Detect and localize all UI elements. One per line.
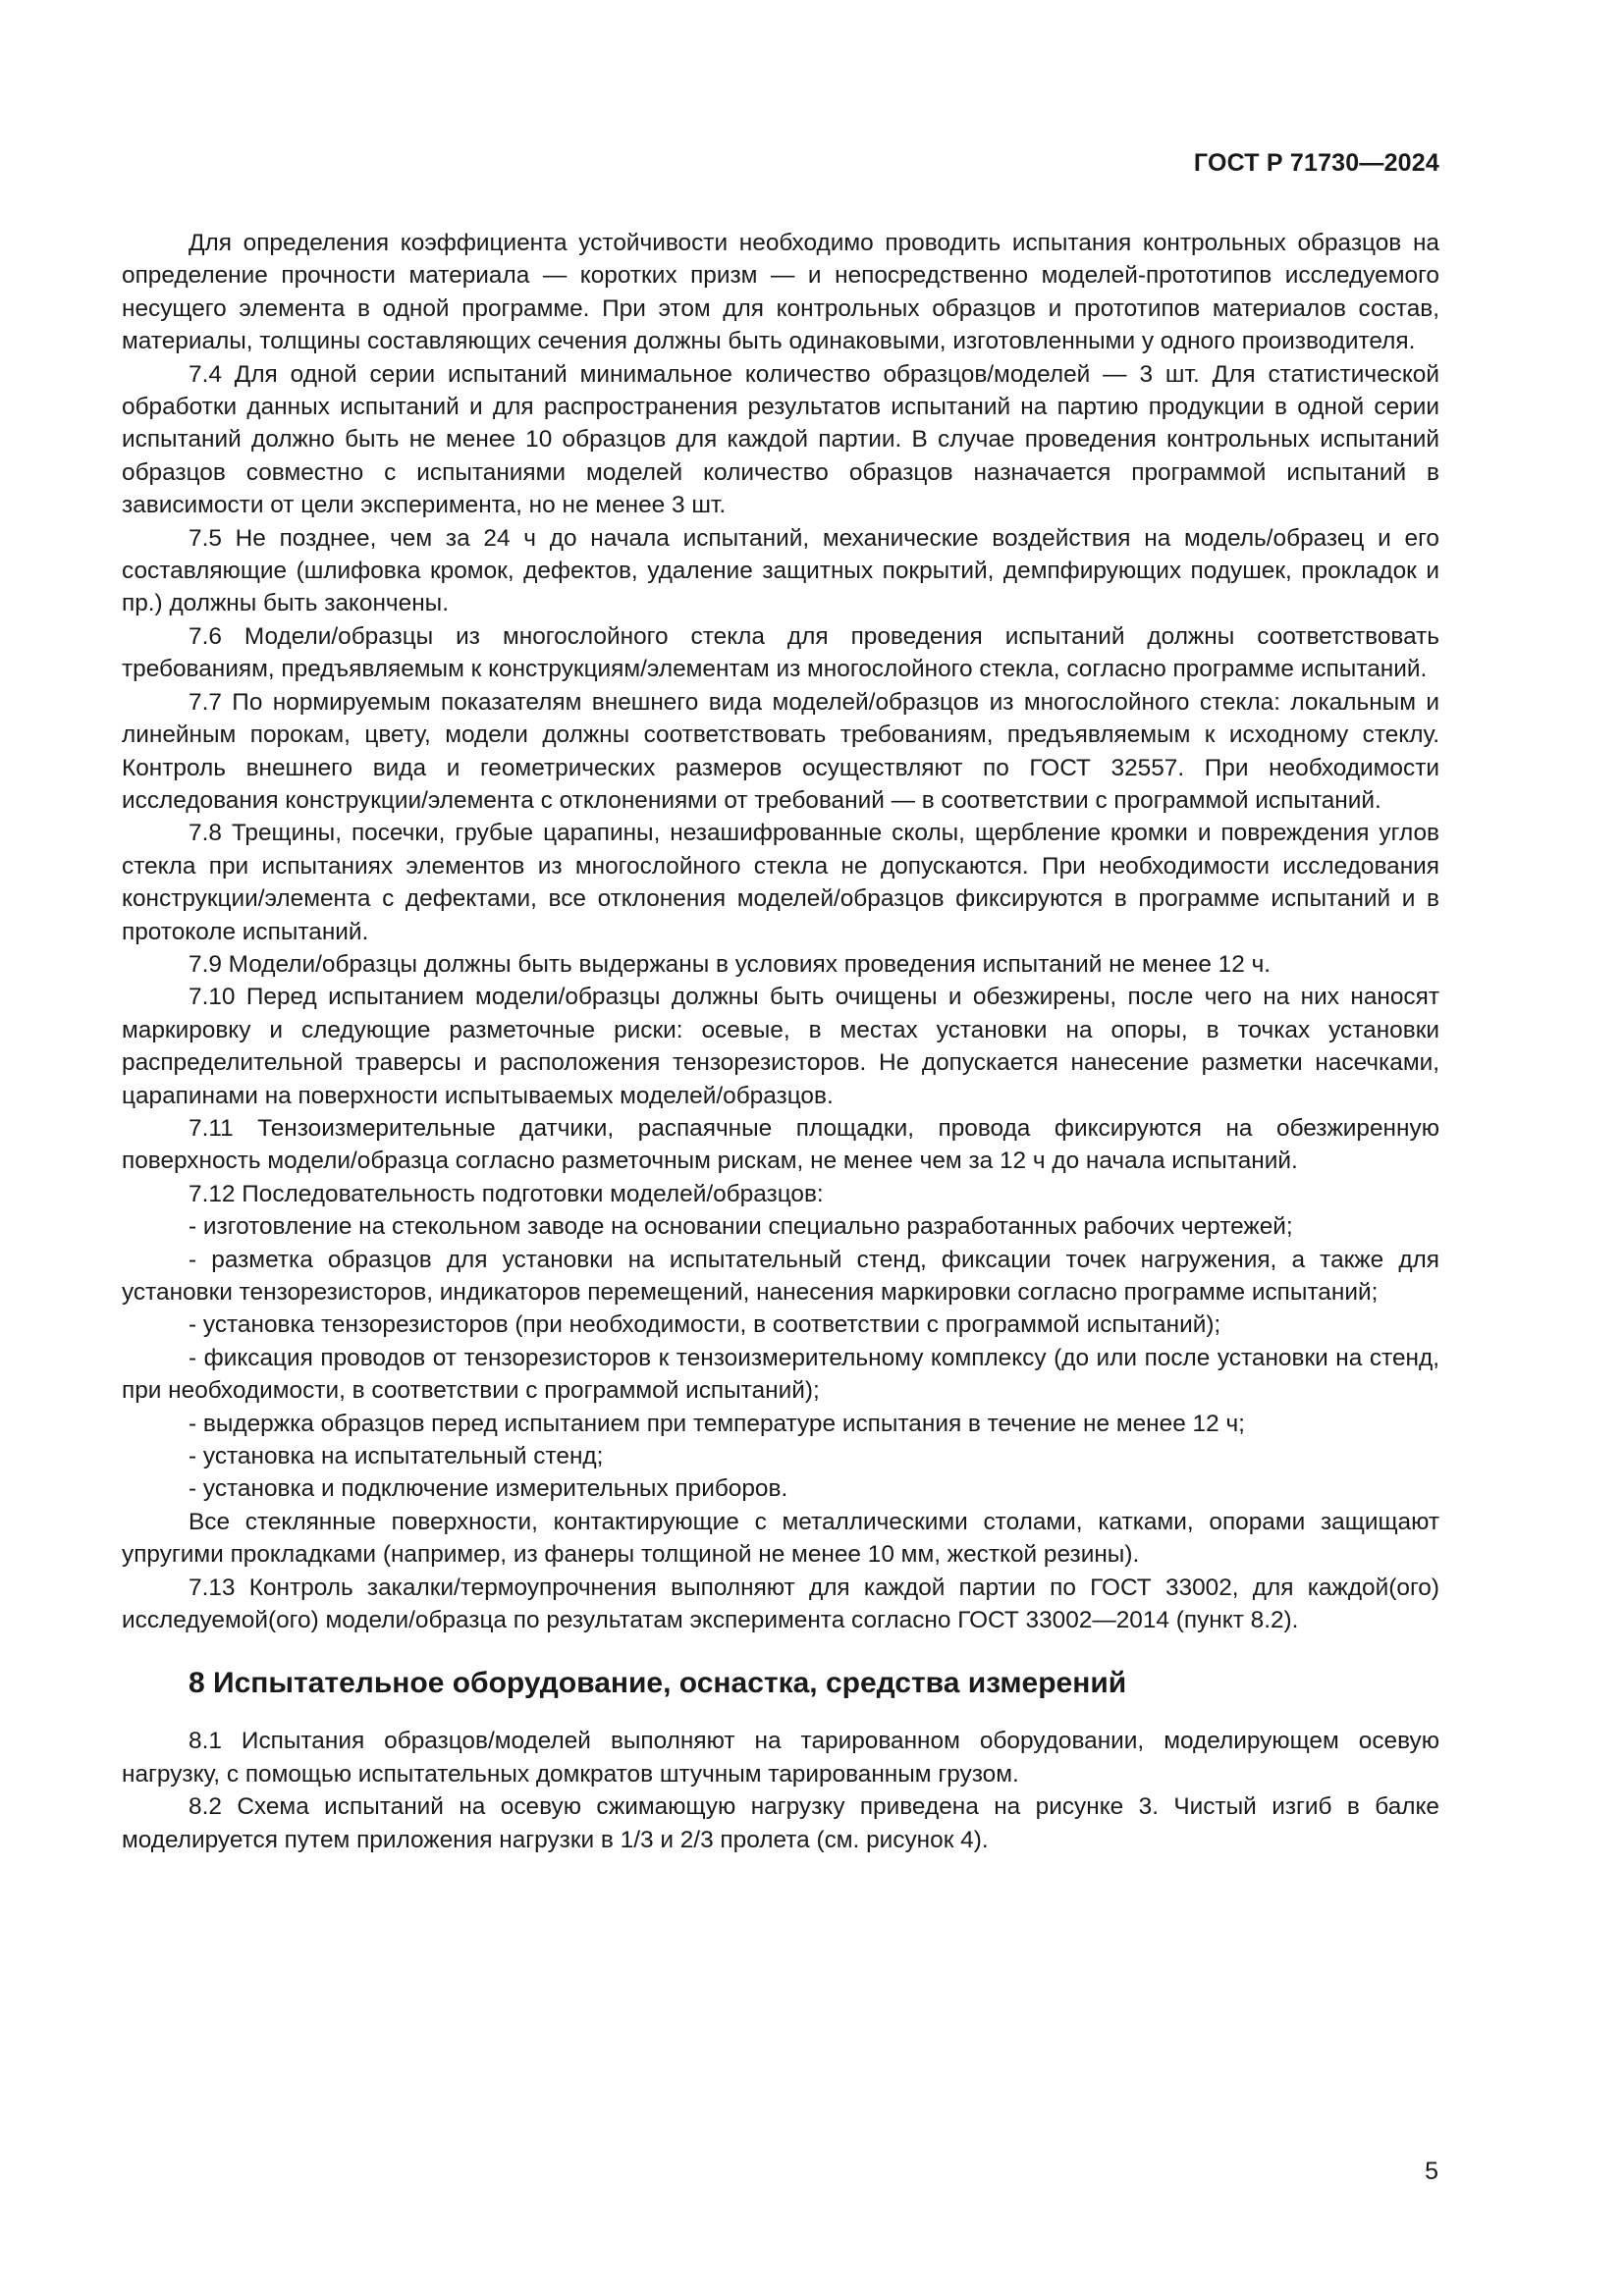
paragraph-7-5: 7.5 Не позднее, чем за 24 ч до начала испытаний, механические воздействия на модель/образец и его составляющие (шлифовка кромок, дефектов, удаление защитных покрытий, демпфирующих подушек, прокладок и пр.) должны быть закончены. bbox=[122, 524, 1439, 617]
list-item: - установка тензорезисторов (при необходимости, в соответствии с программой испытаний); bbox=[189, 1311, 1221, 1339]
paragraph-7-6: 7.6 Модели/образцы из многослойного стекла для проведения испытаний должны соответствовать требованиям, предъявляемым к конструкциям/элементам из многослойного стекла, согласно программе испытаний. bbox=[122, 622, 1439, 683]
paragraph-7-11: 7.11 Тензоизмерительные датчики, распаячные площадки, провода фиксируются на обезжиренную поверхность модели/образца согласно разметочным рискам, не менее чем за 12 ч до начала испытаний. bbox=[122, 1114, 1439, 1175]
list-item: - фиксация проводов от тензорезисторов к тензоизмерительному комплексу (до или после установки на стенд, при необходимости, в соответствии с программой испытаний); bbox=[122, 1344, 1439, 1405]
document-body bbox=[122, 227, 1439, 1856]
list-item: - установка на испытательный стенд; bbox=[189, 1443, 604, 1470]
paragraph-8-1: 8.1 Испытания образцов/моделей выполняют на тарированном оборудовании, моделирующем осевую нагрузку, с помощью испытательных домкратов штучным тарированным грузом. bbox=[122, 1728, 1439, 1788]
list-item: - разметка образцов для установки на испытательный стенд, фиксации точек нагружения, а также для установки тензорезисторов, индикаторов перемещений, нанесения маркировки согласно программе испытаний; bbox=[122, 1246, 1439, 1306]
list-item: - изготовление на стекольном заводе на основании специально разработанных рабочих чертежей; bbox=[189, 1213, 1293, 1241]
paragraph-7-7: 7.7 По нормируемым показателям внешнего вида моделей/образцов из многослойного стекла: локальным и линейным порокам, цвету, модели должны соответствовать требованиям, предъявляемым к исходному стеклу. Контроль внешнего вида и геометрических размеров осуществляют по ГОСТ 32557. При необходимости исследования конструкции/элемента с отклонениями от требований — в соответствии с программой испытаний. bbox=[122, 688, 1439, 814]
paragraph-intro: Для определения коэффициента устойчивости необходимо проводить испытания контрольных образцов на определение прочности материала — коротких призм — и непосредственно моделей-прототипов исследуемого несущего элемента в одной программе. При этом для контрольных образцов и прототипов материалов состав, материалы, толщины составляющих сечения должны быть одинаковыми, изготовленными у одного производителя. bbox=[122, 230, 1439, 355]
paragraph-7-9: 7.9 Модели/образцы должны быть выдержаны в условиях проведения испытаний не менее 12 ч. bbox=[189, 950, 1272, 978]
list-item: - выдержка образцов перед испытанием при температуре испытания в течение не менее 12 ч; bbox=[189, 1410, 1245, 1437]
paragraph-7-12: 7.12 Последовательность подготовки моделей/образцов: bbox=[189, 1180, 824, 1207]
paragraph-glass-protection: Все стеклянные поверхности, контактирующие с металлическими столами, катками, опорами защищают упругими прокладками (например, из фанеры толщиной не менее 10 мм, жесткой резины). bbox=[122, 1508, 1439, 1569]
section-8-heading: 8 Испытательное оборудование, оснастка, средства измерений bbox=[189, 1667, 1127, 1700]
paragraph-7-4: 7.4 Для одной серии испытаний минимальное количество образцов/моделей — 3 шт. Для статистической обработки данных испытаний и для распространения результатов испытаний на партию продукции в одной серии испытаний должно быть не менее 10 образцов для каждой партии. В случае проведения контрольных испытаний образцов совместно с испытаниями моделей количество образцов назначается программой испытаний в зависимости от цели эксперимента, но не менее 3 шт. bbox=[122, 360, 1439, 519]
paragraph-7-8: 7.8 Трещины, посечки, грубые царапины, незашифрованные сколы, щербление кромки и повреждения углов стекла при испытаниях элементов из многослойного стекла не допускаются. При необходимости исследования конструкции/элемента с дефектами, все отклонения моделей/образцов фиксируются в программе испытаний и в протоколе испытаний. bbox=[122, 820, 1439, 945]
paragraph-7-13: 7.13 Контроль закалки/термоупрочнения выполняют для каждой партии по ГОСТ 33002, для каждой(ого) исследуемой(ого) модели/образца по результатам эксперимента согласно ГОСТ 33002—2014 (пункт 8.2). bbox=[122, 1574, 1439, 1634]
list-item: - установка и подключение измерительных приборов. bbox=[189, 1475, 788, 1503]
paragraph-8-2: 8.2 Схема испытаний на осевую сжимающую нагрузку приведена на рисунке 3. Чистый изгиб в балке моделируется путем приложения нагрузки в 1/3 и 2/3 пролета (см. рисунок 4). bbox=[122, 1793, 1439, 1853]
paragraph-7-10: 7.10 Перед испытанием модели/образцы должны быть очищены и обезжирены, после чего на них наносят маркировку и следующие разметочные риски: осевые, в местах установки на опоры, в точках установки распределительной траверсы и расположения тензорезисторов. Не допускается нанесение разметки насечками, царапинами на поверхности испытываемых моделей/образцов. bbox=[122, 984, 1439, 1109]
document-code-header: ГОСТ Р 71730—2024 bbox=[1193, 149, 1439, 177]
page-number: 5 bbox=[1425, 2158, 1438, 2185]
